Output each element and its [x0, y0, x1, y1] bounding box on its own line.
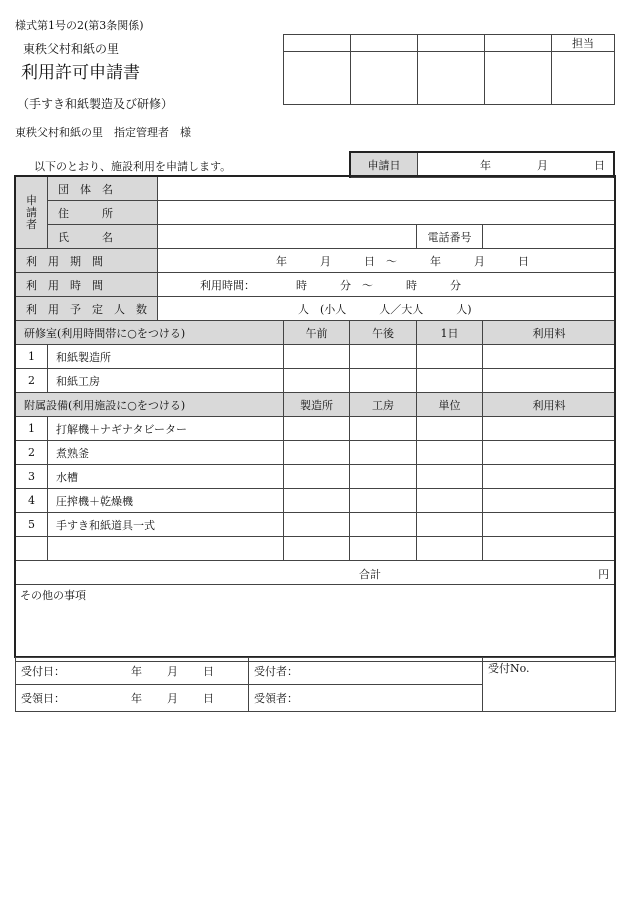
stamp-head-cell	[351, 35, 418, 52]
receipt-number-field[interactable]	[483, 658, 616, 712]
month-label: 月	[537, 158, 548, 172]
equipment-col-unit: 単位	[417, 393, 483, 417]
intro-text: 以下のとおり、施設利用を申請します。	[34, 160, 232, 173]
form-subtitle: （手すき和紙製造及び研修）	[17, 97, 174, 111]
row-number: 1	[16, 417, 48, 441]
rooms-col-pm: 午後	[350, 321, 417, 345]
year-label: 年	[131, 665, 142, 678]
unit-cell[interactable]	[417, 417, 483, 441]
checkbox-cell[interactable]	[350, 369, 417, 393]
equipment-col-fee: 利用料	[483, 393, 616, 417]
day-label: 日	[203, 692, 214, 705]
table-row	[16, 489, 616, 513]
fee-cell[interactable]	[483, 537, 616, 561]
equipment-name: 煮熟釜	[48, 441, 284, 465]
phone-field[interactable]	[483, 225, 616, 249]
equipment-name: 打解機＋ナギナタビーター	[48, 417, 284, 441]
form-number: 様式第1号の2(第3条関係)	[15, 19, 144, 32]
receiver-field[interactable]	[249, 658, 483, 685]
checkbox-cell[interactable]	[284, 537, 350, 561]
row-number: 2	[16, 441, 48, 465]
period-label: 利 用 期 間	[16, 249, 158, 273]
other-matters-label: その他の事項	[20, 589, 86, 602]
checkbox-cell[interactable]	[284, 513, 350, 537]
stamp-head-cell	[284, 35, 351, 52]
unit-cell[interactable]	[417, 441, 483, 465]
checkbox-cell[interactable]	[284, 489, 350, 513]
year-label: 年	[131, 692, 142, 705]
checkbox-cell[interactable]	[350, 345, 417, 369]
stamp-head-cell	[418, 35, 485, 52]
row-number[interactable]	[16, 537, 48, 561]
checkbox-cell[interactable]	[417, 369, 483, 393]
stamp-box	[283, 34, 615, 105]
other-matters-field[interactable]	[16, 585, 616, 662]
checkbox-cell[interactable]	[284, 369, 350, 393]
checkbox-cell[interactable]	[350, 537, 417, 561]
unit-cell[interactable]	[417, 489, 483, 513]
org-name-field[interactable]	[158, 177, 616, 201]
stamp-label: 担当	[552, 35, 615, 52]
equipment-col-factory: 製造所	[284, 393, 350, 417]
fee-cell[interactable]	[483, 417, 616, 441]
table-row	[16, 369, 616, 393]
equipment-name-field[interactable]	[48, 537, 284, 561]
receipt-number-label: 受付No.	[488, 662, 530, 675]
people-field[interactable]: 人 (小人 人／大人 人)	[158, 297, 616, 321]
stamp-cell[interactable]	[552, 52, 615, 105]
page-title: 利用許可申請書	[21, 63, 140, 83]
room-name: 和紙工房	[48, 369, 284, 393]
unit-cell[interactable]	[417, 537, 483, 561]
checkbox-cell[interactable]	[284, 441, 350, 465]
name-field[interactable]	[158, 225, 417, 249]
address-label: 住 所	[48, 201, 158, 225]
row-number: 3	[16, 465, 48, 489]
table-row	[16, 465, 616, 489]
application-date-row	[349, 151, 615, 178]
day-label: 日	[594, 158, 605, 172]
row-number: 4	[16, 489, 48, 513]
rooms-col-day: 1日	[417, 321, 483, 345]
time-prefix: 利用時間：	[200, 278, 255, 292]
payee-field[interactable]	[249, 685, 483, 712]
addressee: 東秩父村和紙の里 指定管理者 様	[15, 126, 191, 139]
checkbox-cell[interactable]	[284, 345, 350, 369]
phone-label: 電話番号	[417, 225, 483, 249]
row-number: 1	[16, 345, 48, 369]
address-field[interactable]	[158, 201, 616, 225]
time-label: 利 用 時 間	[16, 273, 158, 297]
receiver-label: 受付者：	[254, 665, 298, 678]
rooms-col-am: 午前	[284, 321, 350, 345]
org-name-label: 団 体 名	[48, 177, 158, 201]
checkbox-cell[interactable]	[350, 441, 417, 465]
fee-cell[interactable]	[483, 345, 616, 369]
rooms-header: 研修室(利用時間帯に○をつける)	[16, 321, 284, 345]
paid-date-label: 受領日：	[21, 692, 65, 705]
stamp-cell[interactable]	[351, 52, 418, 105]
stamp-cell[interactable]	[485, 52, 552, 105]
stamp-head-cell	[485, 35, 552, 52]
fee-cell[interactable]	[483, 369, 616, 393]
checkbox-cell[interactable]	[284, 465, 350, 489]
application-date-label: 申請日	[350, 152, 418, 177]
time-field[interactable]	[158, 273, 616, 297]
facility-name: 東秩父村和紙の里	[23, 42, 120, 56]
applicant-group-label: 申請者	[16, 177, 48, 249]
month-label: 月	[167, 665, 178, 678]
checkbox-cell[interactable]	[417, 345, 483, 369]
stamp-cell[interactable]	[284, 52, 351, 105]
period-field[interactable]: 年 月 日 ～ 年 月 日	[158, 249, 616, 273]
checkbox-cell[interactable]	[350, 489, 417, 513]
equipment-header: 附属設備(利用施設に○をつける)	[16, 393, 284, 417]
checkbox-cell[interactable]	[350, 465, 417, 489]
unit-cell[interactable]	[417, 513, 483, 537]
day-label: 日	[203, 665, 214, 678]
people-label: 利 用 予 定 人 数	[16, 297, 158, 321]
total-unit: 円	[598, 568, 610, 581]
fee-cell[interactable]	[483, 489, 616, 513]
table-row	[16, 417, 616, 441]
table-row	[16, 513, 616, 537]
payee-label: 受領者：	[254, 692, 298, 705]
equipment-name: 手すき和紙道具一式	[48, 513, 284, 537]
checkbox-cell[interactable]	[350, 513, 417, 537]
fee-cell[interactable]	[483, 513, 616, 537]
received-date-label: 受付日：	[21, 665, 65, 678]
application-date-field[interactable]	[418, 152, 615, 177]
table-row	[16, 345, 616, 369]
equipment-col-workshop: 工房	[350, 393, 417, 417]
year-label: 年	[480, 158, 491, 172]
fee-cell[interactable]	[483, 465, 616, 489]
room-name: 和紙製造所	[48, 345, 284, 369]
equipment-name: 水槽	[48, 465, 284, 489]
table-row	[16, 441, 616, 465]
application-form-table	[15, 176, 616, 662]
table-row	[16, 537, 616, 561]
row-number: 5	[16, 513, 48, 537]
rooms-col-fee: 利用料	[483, 321, 616, 345]
checkbox-cell[interactable]	[350, 417, 417, 441]
fee-cell[interactable]	[483, 441, 616, 465]
stamp-cell[interactable]	[418, 52, 485, 105]
name-label: 氏 名	[48, 225, 158, 249]
month-label: 月	[167, 692, 178, 705]
checkbox-cell[interactable]	[284, 417, 350, 441]
office-use-table	[15, 657, 616, 712]
total-label: 合計	[359, 568, 381, 581]
total-row[interactable]	[16, 561, 616, 585]
equipment-name: 圧搾機＋乾燥機	[48, 489, 284, 513]
row-number: 2	[16, 369, 48, 393]
time-value: 時 分 ～ 時 分	[296, 278, 461, 292]
received-date-field[interactable]	[16, 658, 249, 685]
unit-cell[interactable]	[417, 465, 483, 489]
paid-date-field[interactable]	[16, 685, 249, 712]
